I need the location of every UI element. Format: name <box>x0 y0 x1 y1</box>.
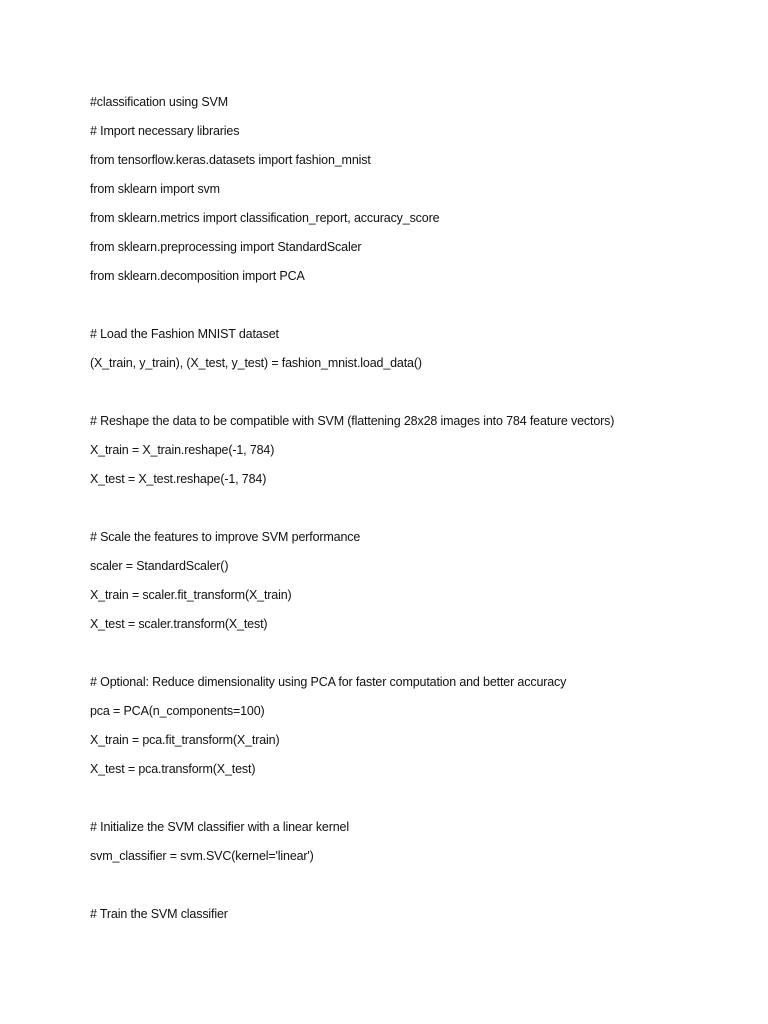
blank-line <box>90 295 750 324</box>
code-line: X_test = pca.transform(X_test) <box>90 762 256 776</box>
code-line: from sklearn.preprocessing import StandardScaler <box>90 240 362 254</box>
code-line: X_train = pca.fit_transform(X_train) <box>90 733 280 747</box>
comment-line: # Import necessary libraries <box>90 124 240 138</box>
code-line: pca = PCA(n_components=100) <box>90 704 265 718</box>
blank-line <box>90 643 750 672</box>
code-line: X_train = X_train.reshape(-1, 784) <box>90 443 275 457</box>
comment-line: # Load the Fashion MNIST dataset <box>90 327 279 341</box>
code-line: from sklearn.decomposition import PCA <box>90 269 305 283</box>
code-line: svm_classifier = svm.SVC(kernel='linear') <box>90 849 314 863</box>
code-line: X_test = X_test.reshape(-1, 784) <box>90 472 267 486</box>
code-line: from sklearn import svm <box>90 182 220 196</box>
comment-line: #classification using SVM <box>90 95 228 109</box>
blank-line <box>90 382 750 411</box>
code-line: (X_train, y_train), (X_test, y_test) = fashion_mnist.load_data() <box>90 356 422 370</box>
comment-line: # Initialize the SVM classifier with a linear kernel <box>90 820 349 834</box>
blank-line <box>90 875 750 904</box>
code-line: scaler = StandardScaler() <box>90 559 229 573</box>
blank-line <box>90 788 750 817</box>
code-line: X_train = scaler.fit_transform(X_train) <box>90 588 292 602</box>
comment-line: # Optional: Reduce dimensionality using PCA for faster computation and better accuracy <box>90 675 567 689</box>
comment-line: # Reshape the data to be compatible with SVM (flattening 28x28 images into 784 feature vectors) <box>90 414 615 428</box>
comment-line: # Scale the features to improve SVM performance <box>90 530 361 544</box>
comment-line: # Train the SVM classifier <box>90 907 228 921</box>
code-line: X_test = scaler.transform(X_test) <box>90 617 268 631</box>
code-line: from tensorflow.keras.datasets import fashion_mnist <box>90 153 371 167</box>
code-line: from sklearn.metrics import classification_report, accuracy_score <box>90 211 440 225</box>
blank-line <box>90 498 750 527</box>
document-body <box>90 92 750 933</box>
